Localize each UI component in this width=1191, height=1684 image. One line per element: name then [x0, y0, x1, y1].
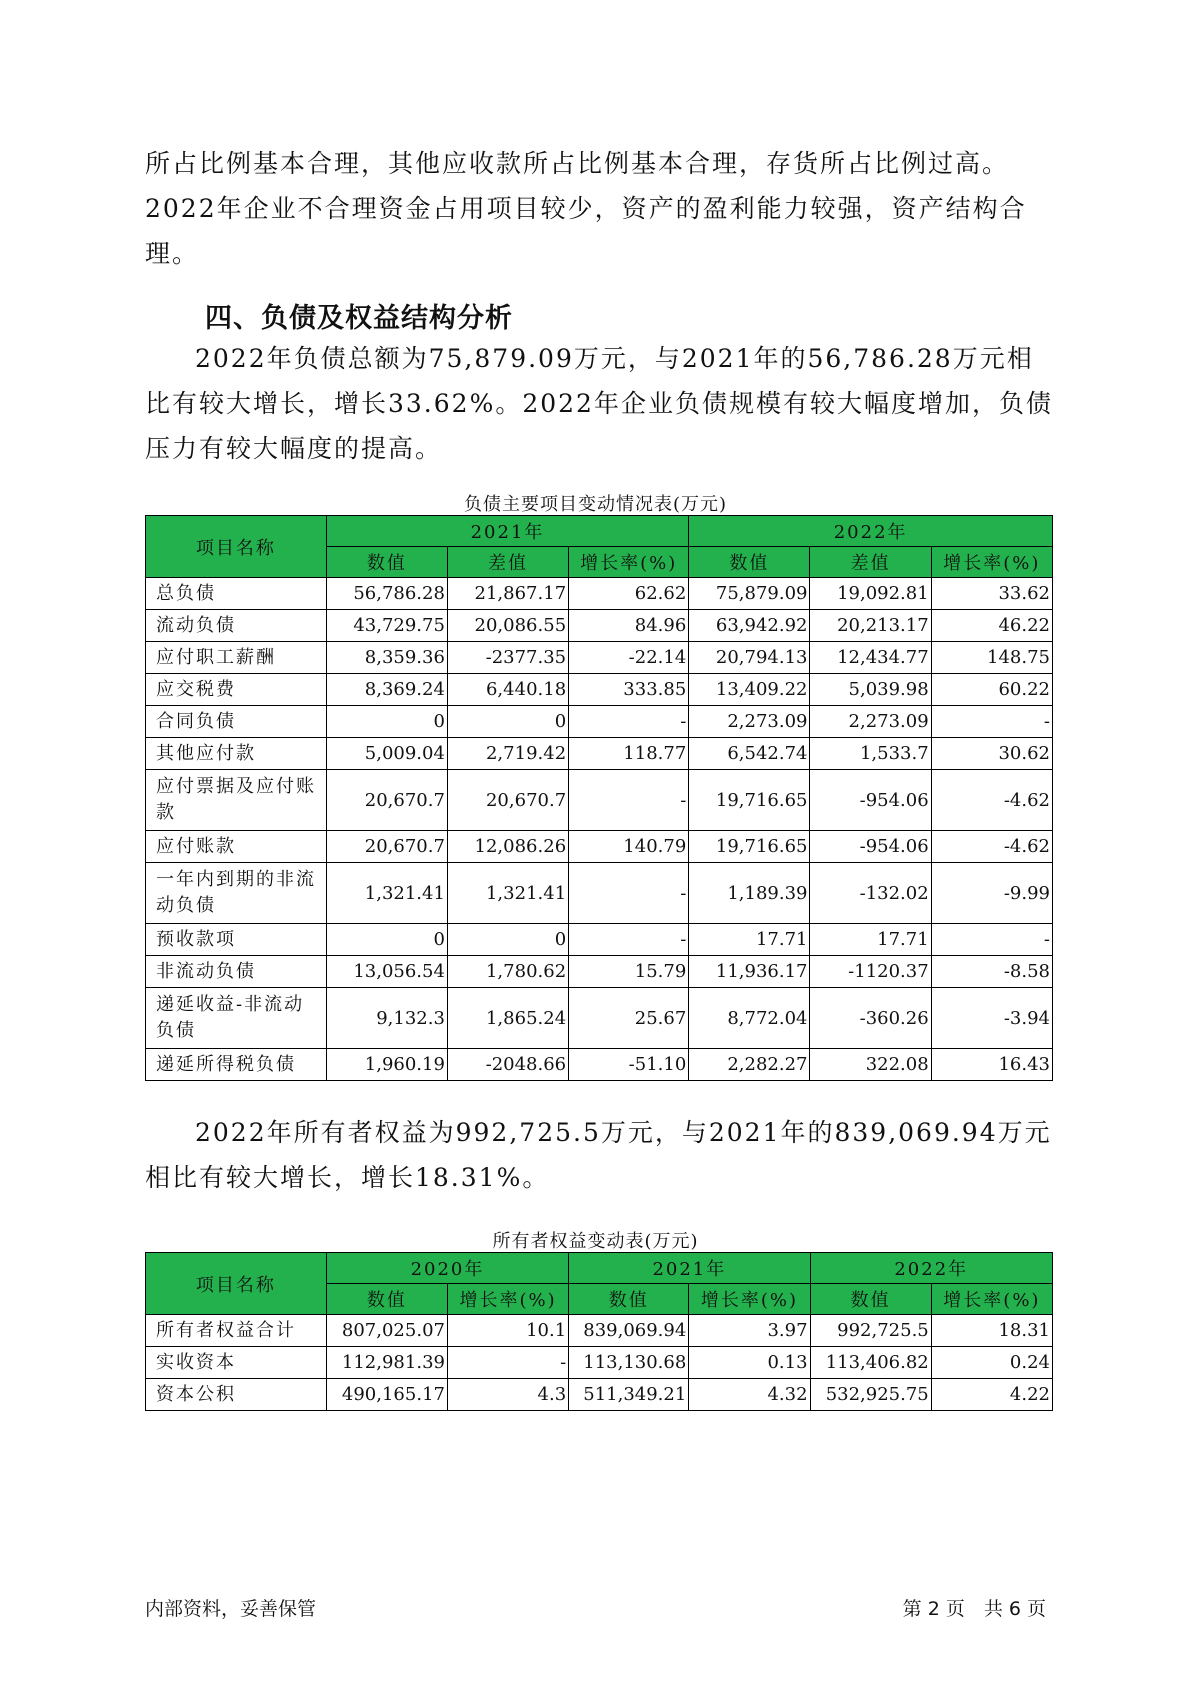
table-cell: 33.62: [931, 578, 1052, 610]
table-cell: 2,719.42: [447, 738, 568, 770]
table-cell: 19,092.81: [810, 578, 931, 610]
paragraph-liabilities-summary: 2022年负债总额为75,879.09万元，与2021年的56,786.28万元相比有较大增长，增长33.62%。2022年企业负债规模有较大幅度增加，负债压力有较大幅度的提高。: [145, 344, 1053, 463]
table-cell: 63,942.92: [689, 610, 810, 642]
table-cell: 56,786.28: [326, 578, 447, 610]
table-row: [146, 831, 1053, 863]
table-row: [146, 956, 1053, 988]
paragraph-assets-conclusion: 所占比例基本合理，其他应收款所占比例基本合理，存货所占比例过高。2022年企业不合理资金占用项目较少，资产的盈利能力较强，资产结构合理。: [145, 149, 1027, 268]
table-cell: 12,086.26: [447, 831, 568, 863]
table-cell: 0: [447, 706, 568, 738]
subheader-difference: 差值: [810, 547, 931, 578]
row-label: 所有者权益合计: [146, 1315, 327, 1347]
table-cell: 0.13: [689, 1347, 810, 1379]
table-cell: -4.62: [931, 770, 1052, 831]
table-cell: 6,542.74: [689, 738, 810, 770]
table-cell: 112,981.39: [326, 1347, 447, 1379]
row-label: 递延收益-非流动负债: [146, 988, 327, 1049]
table-cell: 62.62: [569, 578, 689, 610]
table-cell: 20,670.7: [326, 770, 447, 831]
table-cell: 333.85: [569, 674, 689, 706]
table-cell: -132.02: [810, 863, 931, 924]
table-cell: 46.22: [931, 610, 1052, 642]
table-row: [146, 1049, 1053, 1081]
header-year-2022: 2022年: [810, 1253, 1052, 1284]
table-cell: 4.32: [689, 1379, 810, 1411]
table-cell: -: [569, 706, 689, 738]
table-cell: 15.79: [569, 956, 689, 988]
table-cell: 4.3: [447, 1379, 568, 1411]
row-label: 非流动负债: [146, 956, 327, 988]
row-label: 应付账款: [146, 831, 327, 863]
row-label: 应交税费: [146, 674, 327, 706]
table-cell: 3.97: [689, 1315, 810, 1347]
table-cell: 4.22: [931, 1379, 1052, 1411]
table-row: [146, 863, 1053, 924]
table-cell: 1,533.7: [810, 738, 931, 770]
table-row: [146, 1315, 1053, 1347]
table-row: [146, 706, 1053, 738]
subheader-value: 数值: [810, 1284, 931, 1315]
table-cell: -360.26: [810, 988, 931, 1049]
table-cell: 19,716.65: [689, 831, 810, 863]
table-cell: 140.79: [569, 831, 689, 863]
row-label: 一年内到期的非流动负债: [146, 863, 327, 924]
table-cell: 30.62: [931, 738, 1052, 770]
row-label: 递延所得税负债: [146, 1049, 327, 1081]
table-cell: -: [931, 924, 1052, 956]
subheader-difference: 差值: [447, 547, 568, 578]
table-cell: 13,409.22: [689, 674, 810, 706]
table-cell: 1,321.41: [326, 863, 447, 924]
liabilities-table: [145, 515, 1053, 1081]
table-row: [146, 1347, 1053, 1379]
table-cell: -2048.66: [447, 1049, 568, 1081]
table-row: [146, 1379, 1053, 1411]
table-cell: -3.94: [931, 988, 1052, 1049]
table-cell: 17.71: [689, 924, 810, 956]
table-cell: 20,086.55: [447, 610, 568, 642]
table-cell: 8,772.04: [689, 988, 810, 1049]
table-cell: -8.58: [931, 956, 1052, 988]
table-cell: -954.06: [810, 831, 931, 863]
row-label: 总负债: [146, 578, 327, 610]
table-cell: 1,960.19: [326, 1049, 447, 1081]
subheader-value: 数值: [569, 1284, 689, 1315]
subheader-value: 数值: [689, 547, 810, 578]
table-cell: -2377.35: [447, 642, 568, 674]
table-cell: 2,273.09: [689, 706, 810, 738]
table-cell: 6,440.18: [447, 674, 568, 706]
table-cell: 1,189.39: [689, 863, 810, 924]
table-cell: 12,434.77: [810, 642, 931, 674]
footer-page-number: 第 2 页 共 6 页: [902, 1598, 1046, 1620]
row-label: 预收款项: [146, 924, 327, 956]
paragraph-equity-summary: 2022年所有者权益为992,725.5万元，与2021年的839,069.94万元相比有较大增长，增长18.31%。: [145, 1118, 1052, 1192]
table-cell: 1,780.62: [447, 956, 568, 988]
table-cell: 0: [326, 924, 447, 956]
subheader-value: 数值: [326, 1284, 447, 1315]
table-cell: 2,282.27: [689, 1049, 810, 1081]
table-cell: 532,925.75: [810, 1379, 931, 1411]
subheader-growth-rate: 增长率(%): [689, 1284, 810, 1315]
table-cell: 322.08: [810, 1049, 931, 1081]
table-cell: 20,670.7: [326, 831, 447, 863]
table-cell: 511,349.21: [569, 1379, 689, 1411]
table-cell: 490,165.17: [326, 1379, 447, 1411]
table-cell: 0.24: [931, 1347, 1052, 1379]
table-cell: 2,273.09: [810, 706, 931, 738]
table-cell: 60.22: [931, 674, 1052, 706]
table-cell: 113,130.68: [569, 1347, 689, 1379]
table-cell: 17.71: [810, 924, 931, 956]
table-cell: 11,936.17: [689, 956, 810, 988]
table-cell: -: [569, 863, 689, 924]
table-cell: -954.06: [810, 770, 931, 831]
table-cell: 43,729.75: [326, 610, 447, 642]
table-cell: 5,039.98: [810, 674, 931, 706]
table-cell: 0: [447, 924, 568, 956]
table-cell: 113,406.82: [810, 1347, 931, 1379]
table2-caption: 所有者权益变动表(万元): [492, 1231, 699, 1252]
table-cell: 20,670.7: [447, 770, 568, 831]
table-cell: 18.31: [931, 1315, 1052, 1347]
table-row: [146, 578, 1053, 610]
table-cell: 1,865.24: [447, 988, 568, 1049]
table-cell: -51.10: [569, 1049, 689, 1081]
subheader-value: 数值: [326, 547, 447, 578]
table-cell: -: [447, 1347, 568, 1379]
row-label: 流动负债: [146, 610, 327, 642]
table-cell: 16.43: [931, 1049, 1052, 1081]
table-cell: 13,056.54: [326, 956, 447, 988]
table-cell: 5,009.04: [326, 738, 447, 770]
table-cell: -1120.37: [810, 956, 931, 988]
row-label: 合同负债: [146, 706, 327, 738]
subheader-growth-rate: 增长率(%): [931, 547, 1052, 578]
row-label: 资本公积: [146, 1379, 327, 1411]
table-row: [146, 642, 1053, 674]
table-cell: 8,359.36: [326, 642, 447, 674]
table-cell: 9,132.3: [326, 988, 447, 1049]
header-item-name: 项目名称: [146, 1253, 327, 1315]
header-year-2021: 2021年: [326, 516, 689, 547]
table-cell: 84.96: [569, 610, 689, 642]
table-cell: 75,879.09: [689, 578, 810, 610]
table-cell: -: [569, 924, 689, 956]
table-cell: -22.14: [569, 642, 689, 674]
header-year-2022: 2022年: [689, 516, 1053, 547]
table-row: [146, 770, 1053, 831]
header-year-2021: 2021年: [569, 1253, 810, 1284]
table1-caption: 负债主要项目变动情况表(万元): [463, 494, 728, 515]
table-cell: -: [569, 770, 689, 831]
table-cell: 807,025.07: [326, 1315, 447, 1347]
table-cell: 992,725.5: [810, 1315, 931, 1347]
table-row: [146, 988, 1053, 1049]
table-cell: 8,369.24: [326, 674, 447, 706]
row-label: 应付票据及应付账款: [146, 770, 327, 831]
table-cell: 25.67: [569, 988, 689, 1049]
table-cell: 20,794.13: [689, 642, 810, 674]
subheader-growth-rate: 增长率(%): [447, 1284, 568, 1315]
table-cell: -4.62: [931, 831, 1052, 863]
table-cell: 0: [326, 706, 447, 738]
row-label: 其他应付款: [146, 738, 327, 770]
table-row: [146, 738, 1053, 770]
table-cell: 19,716.65: [689, 770, 810, 831]
table-row: [146, 674, 1053, 706]
table-cell: -9.99: [931, 863, 1052, 924]
table-cell: 20,213.17: [810, 610, 931, 642]
row-label: 应付职工薪酬: [146, 642, 327, 674]
equity-table: [145, 1252, 1053, 1411]
table-cell: 839,069.94: [569, 1315, 689, 1347]
footer-confidential: 内部资料，妥善保管: [145, 1598, 317, 1620]
table-cell: 10.1: [447, 1315, 568, 1347]
table-cell: 118.77: [569, 738, 689, 770]
subheader-growth-rate: 增长率(%): [569, 547, 689, 578]
table-cell: 148.75: [931, 642, 1052, 674]
table-row: [146, 924, 1053, 956]
header-item-name: 项目名称: [146, 516, 327, 578]
table-cell: 1,321.41: [447, 863, 568, 924]
table-cell: 21,867.17: [447, 578, 568, 610]
subheader-growth-rate: 增长率(%): [931, 1284, 1052, 1315]
section-heading: 四、负债及权益结构分析: [205, 303, 513, 334]
row-label: 实收资本: [146, 1347, 327, 1379]
table-row: [146, 610, 1053, 642]
table-cell: -: [931, 706, 1052, 738]
header-year-2020: 2020年: [326, 1253, 568, 1284]
